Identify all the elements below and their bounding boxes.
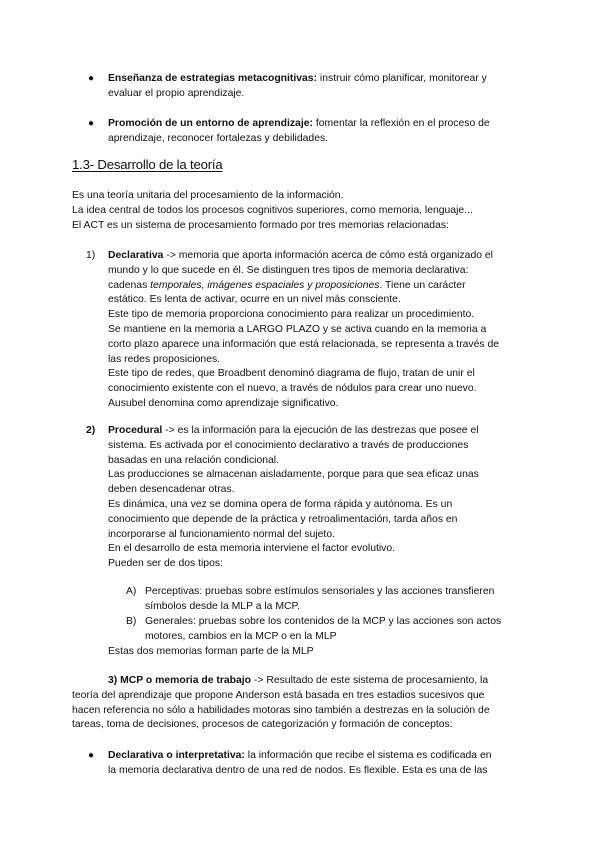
bullet-bold: Enseñanza de estrategias metacognitivas:: [108, 73, 318, 84]
item-line: incorporarse al funcionamiento normal del sujeto.: [108, 528, 335, 540]
item-title: MCP o memoria de trabajo: [120, 675, 252, 686]
item-line: sistema. Es activada por el conocimiento declarativo a través de producciones: [108, 439, 469, 451]
bullet-line: instruir cómo planificar, monitorear y: [317, 73, 487, 84]
item-line: corto plazo aparece una información que está relacionada, se representa a través de: [108, 338, 500, 350]
section-heading: 1.3- Desarrollo de la teoría: [72, 157, 223, 172]
bullet-dot: ●: [88, 750, 95, 761]
item-line: En el desarrollo de esta memoria interviene el factor evolutivo.: [108, 543, 396, 555]
item-number: 1): [86, 250, 96, 261]
sub-item-letter: A): [126, 586, 137, 597]
sub-item-perceptivas: [126, 585, 531, 615]
bullet-dot: ●: [88, 73, 95, 84]
item-number: 3): [108, 675, 118, 686]
item-line: Las producciones se almacenan aisladamente, porque para que sea eficaz unas: [108, 469, 479, 481]
item-number: 2): [86, 425, 96, 436]
bullet-dot: ●: [88, 118, 95, 129]
item-title: Declarativa: [108, 250, 164, 261]
bullet-item: [90, 72, 520, 102]
numbered-item-declarativa: [86, 249, 526, 412]
item-line: Es dinámica, una vez se domina opera de forma rápida y autónoma. Es un: [108, 498, 453, 510]
item-line: tareas, toma de decisiones, procesos de categorización y formación de conceptos:: [72, 719, 453, 731]
item-line: Se mantiene en la memoria a LARGO PLAZO y se activa cuando en la memoria a: [108, 323, 487, 335]
sub-item-line: motores, cambios en la MCP o en la MLP: [145, 630, 337, 642]
procedural-closing: Estas dos memorias forman parte de la MLP: [108, 646, 314, 657]
item-line: -> memoria que aporta información acerca de cómo está organizado el: [163, 250, 493, 261]
bullet-text: [108, 117, 520, 147]
item-line: las redes proposiciones.: [108, 353, 221, 365]
sub-item-body: [145, 585, 531, 615]
item-line: estático. Es lenta de activar, ocurre en un nivel más consciente.: [108, 294, 401, 306]
intro-paragraph: [72, 189, 473, 233]
intro-line: Es una teoría unitaria del procesamiento de la información.: [72, 190, 344, 201]
item-line: teoría del aprendizaje que propone Anderson está basada en tres estadios sucesivos que: [72, 689, 485, 701]
bullet-text: [108, 749, 520, 779]
bullet-bold: Promoción de un entorno de aprendizaje:: [108, 118, 313, 129]
item-line: -> Resultado de este sistema de procesamiento, la: [251, 675, 489, 686]
item-line: Este tipo de redes, que Broadbent denominó diagrama de flujo, tratan de unir el: [108, 368, 475, 380]
item-line: Ausubel denomina como aprendizaje significativo.: [108, 397, 339, 409]
numbered-item-procedural: [86, 424, 526, 572]
item-line: basadas en una relación condicional.: [108, 454, 279, 466]
item-line: conocimiento existente con el nuevo, a través de nódulos para crear uno nuevo.: [108, 383, 477, 395]
item-italic: temporales, imágenes espaciales y proposiciones: [150, 279, 380, 291]
bullet-item: [90, 117, 520, 147]
bullet-bold: Declarativa o interpretativa:: [108, 750, 245, 761]
numbered-item-mcp: [72, 674, 532, 733]
item-line: deben desencadenar otras.: [108, 484, 235, 496]
sub-item-line: Generales: pruebas sobre los contenidos de la MCP y las acciones son actos: [145, 616, 502, 627]
item-line: conocimiento que depende de la práctica y retroalimentación, tarda años en: [108, 513, 458, 525]
bullet-text: [108, 72, 520, 102]
intro-line: La idea central de todos los procesos cognitivos superiores, como memoria, lenguaje...: [72, 204, 473, 216]
sub-item-letter: B): [126, 616, 137, 627]
sub-item-generales: [126, 615, 531, 645]
bullet-line: aprendizaje, reconocer fortalezas y debilidades.: [108, 132, 329, 144]
intro-line: El ACT es un sistema de procesamiento formado por tres memorias relacionadas:: [72, 219, 449, 231]
sub-item-line: Perceptivas: pruebas sobre estímulos sensoriales y las acciones transfieren: [145, 586, 495, 597]
bullet-line: la información que recibe el sistema es codificada en: [244, 750, 492, 761]
bullet-line: evaluar el propio aprendizaje.: [108, 87, 245, 99]
bullet-line: fomentar la reflexión en el proceso de: [312, 118, 490, 129]
sub-item-body: [145, 615, 531, 645]
item-line: -> es la información para la ejecución de las destrezas que posee el: [162, 425, 479, 436]
item-body: [108, 249, 526, 412]
item-line: cadenas: [108, 279, 151, 291]
bullet-item: [90, 749, 520, 779]
item-line: mundo y lo que sucede en él. Se distinguen tres tipos de memoria declarativa:: [108, 264, 469, 276]
item-body: [108, 424, 526, 572]
sub-item-line: símbolos desde la MLP a la MCP.: [145, 600, 300, 612]
item-line: . Tiene un carácter: [379, 279, 466, 291]
item-line: Este tipo de memoria proporciona conocimiento para realizar un procedimiento.: [108, 309, 475, 321]
bullet-line: la memoria declarativa dentro de una red de nodos. Es flexible. Esta es una de las: [108, 764, 488, 776]
item-line: hacen referencia no sólo a habilidades motoras sino también a destrezas en la solución de: [72, 704, 490, 716]
item-title: Procedural: [108, 425, 163, 436]
item-line: Pueden ser de dos tipos:: [108, 558, 223, 570]
